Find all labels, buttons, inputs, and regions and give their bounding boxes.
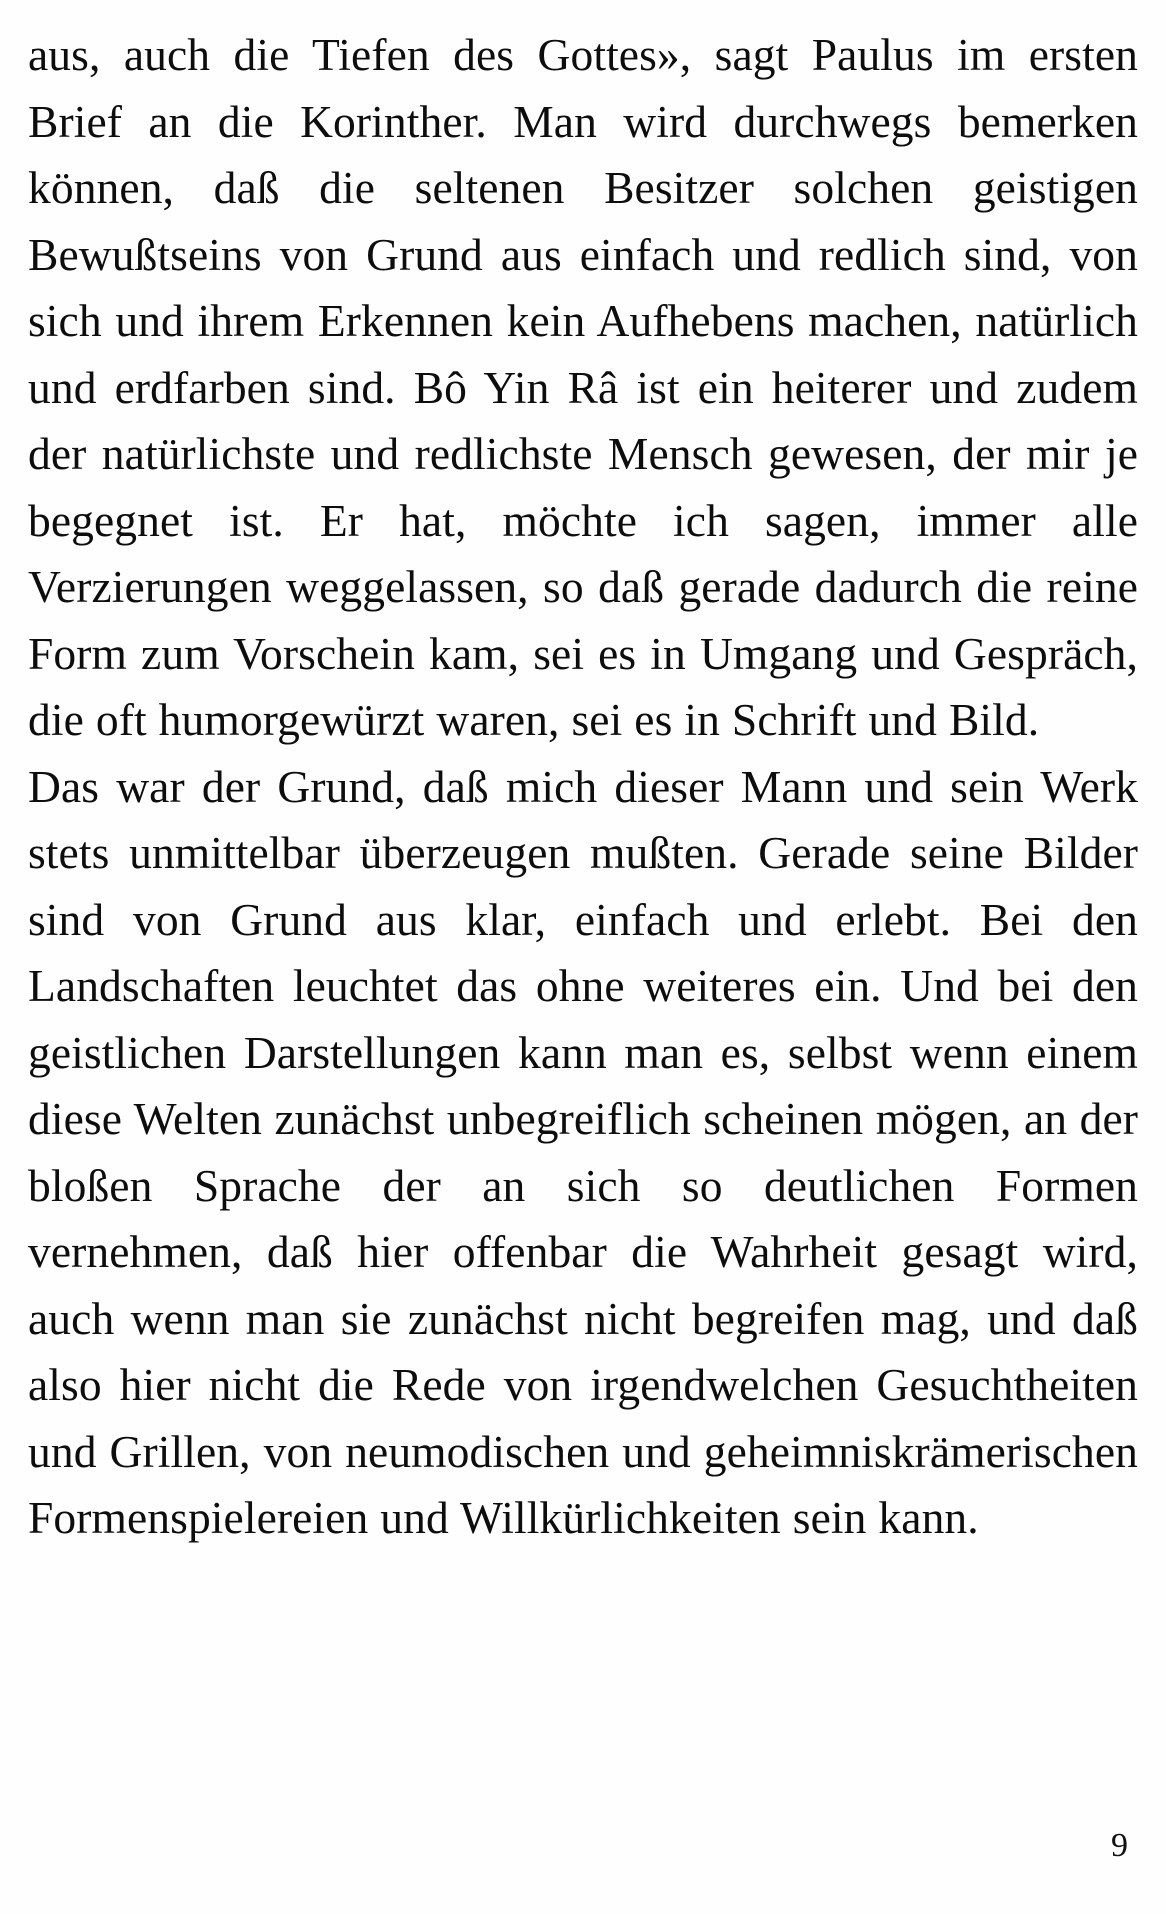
page-number: 9 <box>1111 1827 1128 1864</box>
paragraph: Das war der Grund, daß mich dieser Mann und sein Werk stets unmittelbar überzeugen mußten. Gerade seine Bilder sind von Grund aus klar, einfach und erlebt. Bei den Landschaften leuchtet das ohne weiteres ein. Und bei den geistlichen Darstellungen kann man es, selbst wenn einem diese Welten zunächst unbegreiflich scheinen mögen, an der bloßen Sprache der an sich so deutlichen Formen vernehmen, daß hier offenbar die Wahrheit gesagt wird, auch wenn man sie zunächst nicht begreifen mag, und daß also hier nicht die Rede von irgendwelchen Gesuchtheiten und Grillen, von neumodischen und geheimniskrämerischen Formenspielereien und Willkürlichkeiten sein kann. <box>28 760 1138 1543</box>
paragraph: aus, auch die Tiefen des Gottes», sagt Paulus im ersten Brief an die Korinther. Man wird durchwegs bemerken können, daß die seltenen Besitzer solchen geistigen Bewußtseins von Grund aus einfach und redlich sind, von sich und ihrem Erkennen kein Aufhebens machen, natürlich und erdfarben sind. Bô Yin Râ ist ein heiterer und zudem der natürlichste und redlichste Mensch gewesen, der mir je begegnet ist. Er hat, möchte ich sagen, immer alle Verzierungen weggelassen, so daß gerade dadurch die reine Form zum Vorschein kam, sei es in Umgang und Gespräch, die oft humorgewürzt waren, sei es in Schrift und Bild. <box>28 29 1138 745</box>
body-text <box>28 22 1138 1552</box>
